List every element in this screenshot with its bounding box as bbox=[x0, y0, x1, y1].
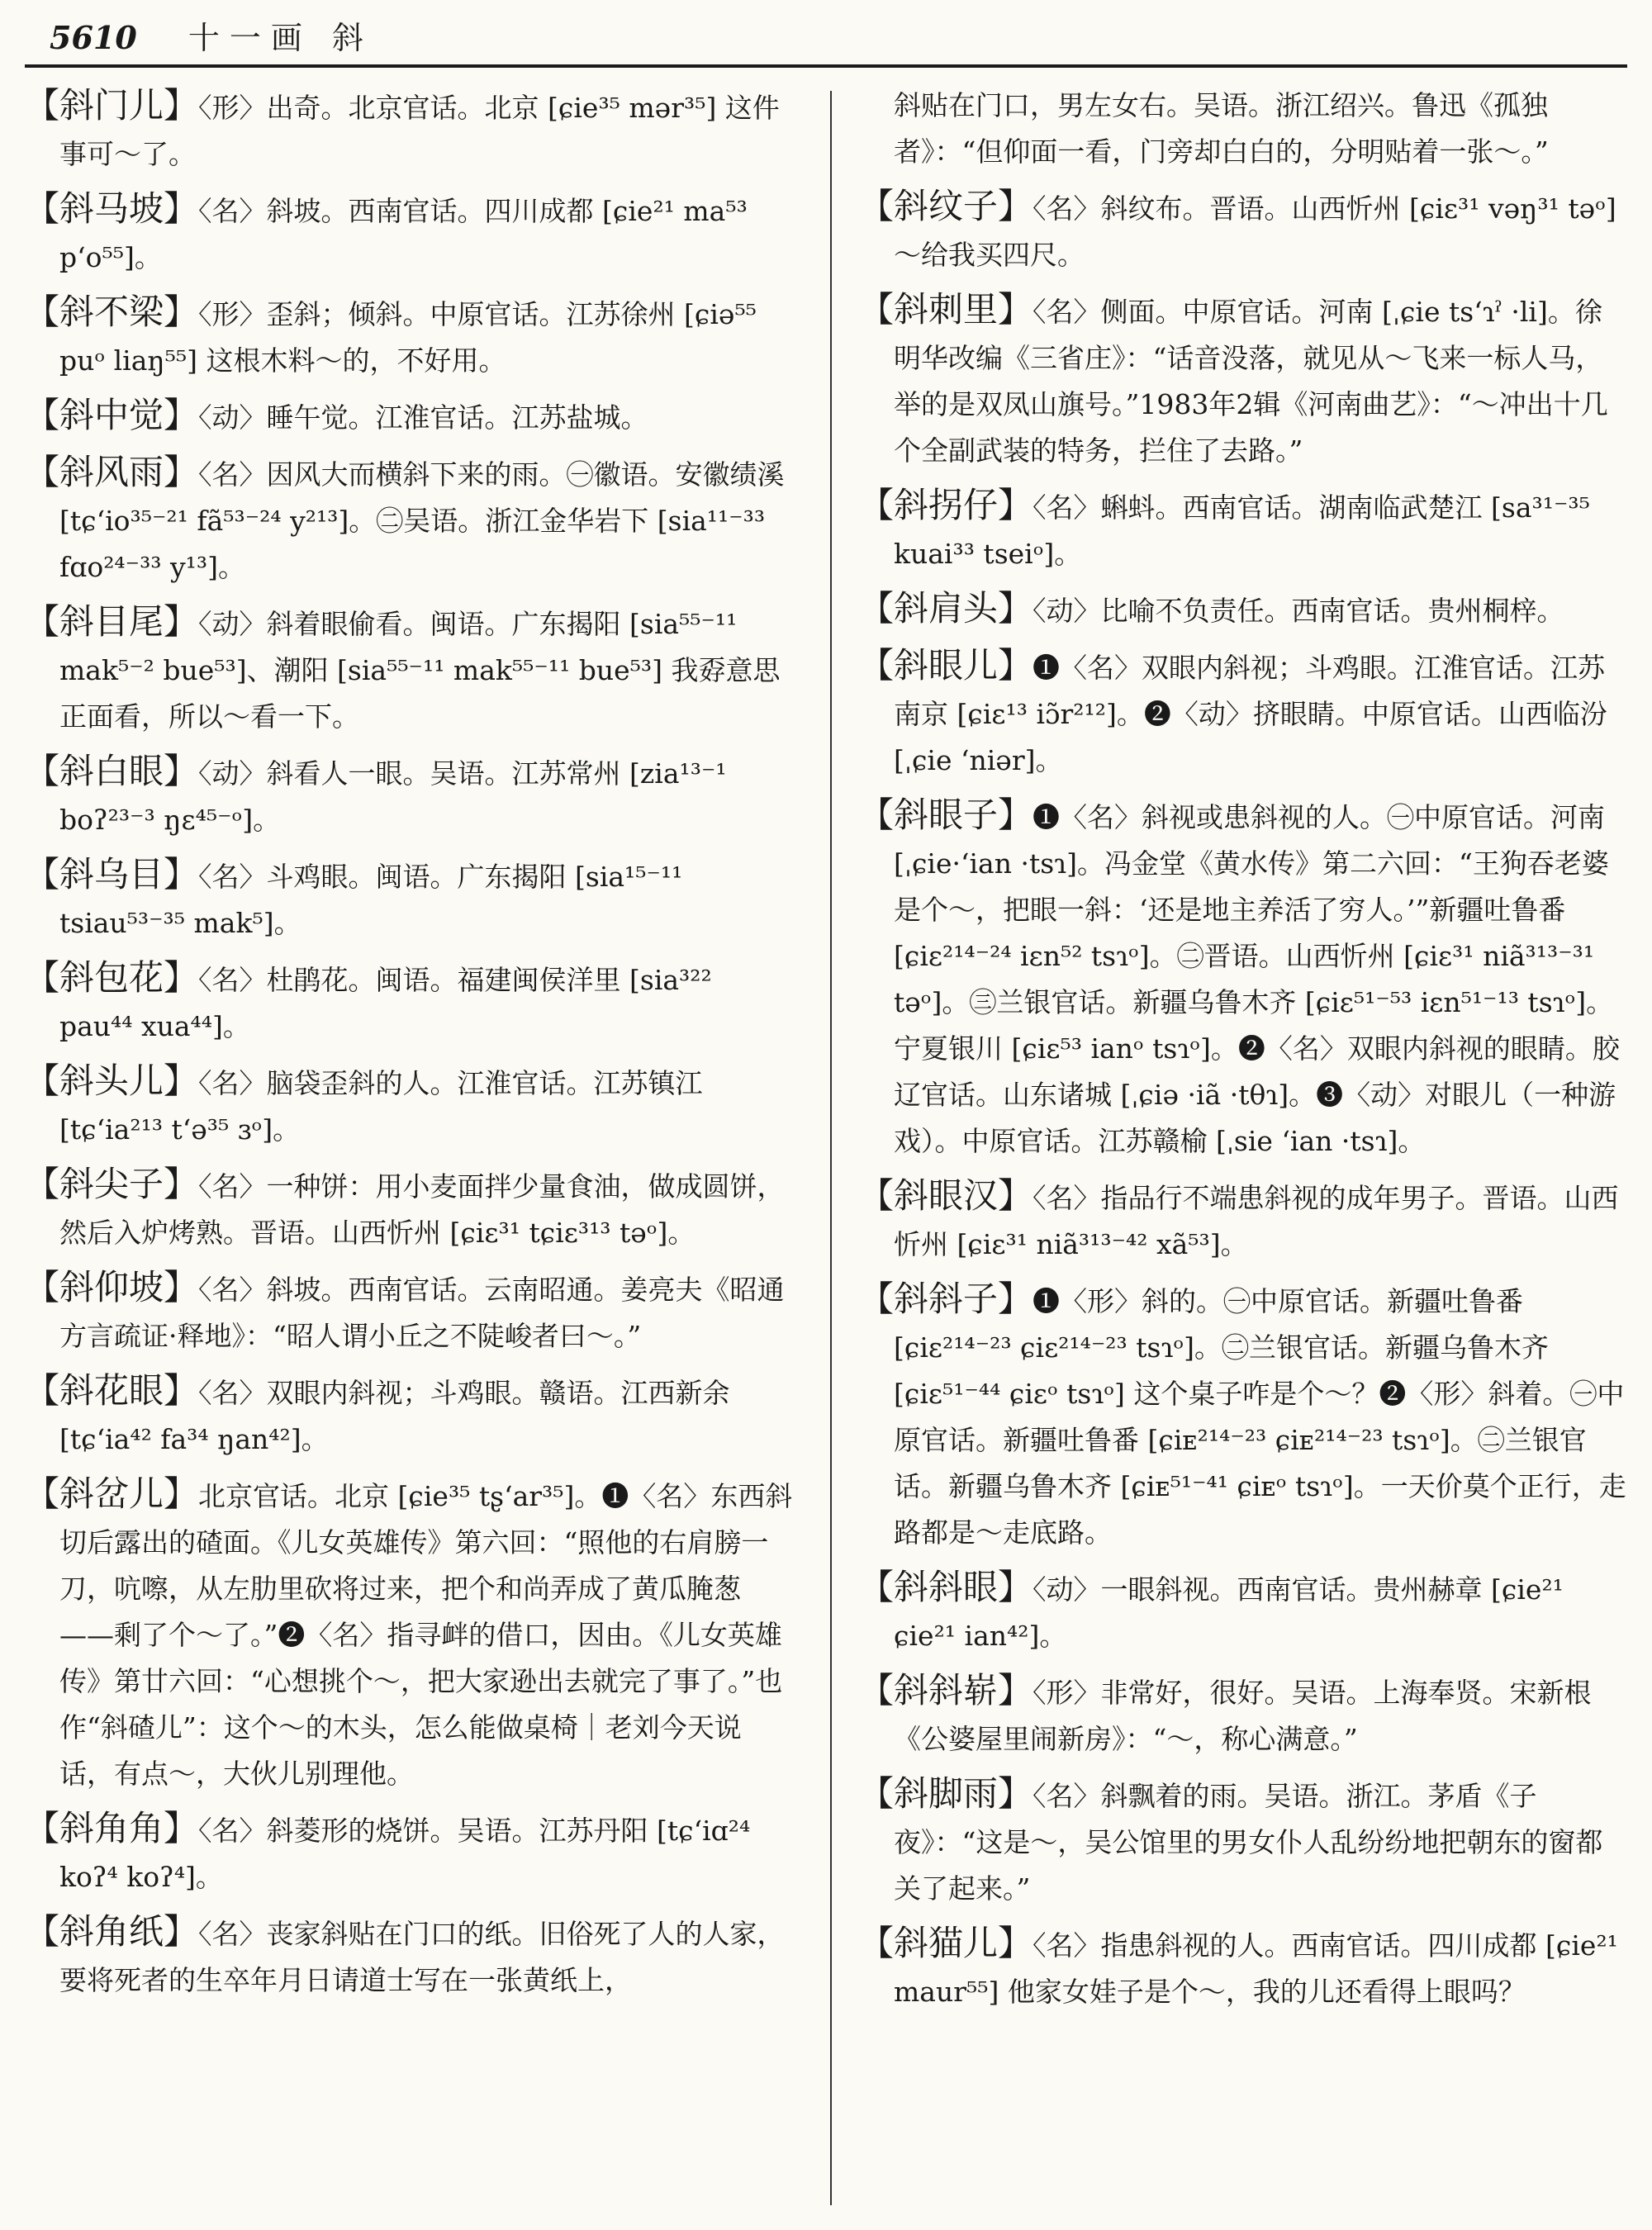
dictionary-entry bbox=[859, 1173, 1627, 1268]
dictionary-entry bbox=[25, 852, 793, 947]
dictionary-entry bbox=[859, 586, 1627, 634]
entry-definition: 〈动〉比喻不负责任。西南官话。贵州桐梓。 bbox=[1032, 595, 1564, 627]
entry-headword: 【斜门儿】 bbox=[25, 85, 199, 126]
entry-definition: 〈名〉丧家斜贴在门口的纸。旧俗死了人的人家，要将死者的生卒年月日请道士写在一张黄纸上， bbox=[59, 1918, 785, 1996]
dictionary-entry bbox=[25, 392, 793, 441]
entry-definition: 〈名〉杜鹃花。闽语。福建闽侯洋里 [sia³²² pau⁴⁴ xua⁴⁴]。 bbox=[59, 964, 712, 1042]
entry-headword: 【斜目尾】 bbox=[25, 601, 199, 642]
entry-headword: 【斜斜子】 bbox=[859, 1279, 1033, 1319]
entry-headword: 【斜花眼】 bbox=[25, 1370, 199, 1411]
dictionary-entry bbox=[25, 1264, 793, 1359]
header-rule bbox=[25, 64, 1627, 68]
dictionary-entry bbox=[25, 1368, 793, 1463]
entry-headword: 【斜尖子】 bbox=[25, 1164, 199, 1204]
entry-definition: ❶〈名〉斜视或患斜视的人。㊀中原官话。河南 [ˌɕie·ʻian ·tsɿ]。冯金堂《黄水传》第二六回：“王狗吞老婆是个～，把眼一斜：‘还是地主养活了穷人。’”新疆吐鲁番 [ɕiɛ²¹⁴⁻²⁴ iɛn⁵² tsɿᵒ]。㊁晋语。山西忻州 [ɕiɛ³¹ niã³¹³⁻³¹ təᵒ]。㊂兰银官话。新疆乌鲁木齐 [ɕiɛ⁵¹⁻⁵³ iɛn⁵¹⁻¹³ tsɿᵒ]。宁夏银川 [ɕiɛ⁵³ ianᵒ tsɿᵒ]。❷〈名〉双眼内斜视的眼睛。胶辽官话。山东诸城 [ˌɕiə ·iã ·tθɿ]。❸〈动〉对眼儿（一种游戏）。中原官话。江苏赣榆 [ˌsie ʻian ·tsɿ]。 bbox=[894, 801, 1620, 1157]
entry-definition: 〈名〉斜坡。西南官话。四川成都 [ɕie²¹ ma⁵³ pʻo⁵⁵]。 bbox=[59, 195, 748, 273]
dictionary-entry bbox=[25, 449, 793, 591]
entry-headword: 【斜斜崭】 bbox=[859, 1670, 1033, 1710]
page-header bbox=[50, 18, 1602, 58]
dictionary-entry bbox=[25, 83, 793, 178]
entry-headword: 【斜猫儿】 bbox=[859, 1923, 1033, 1963]
dictionary-entry bbox=[859, 287, 1627, 474]
dictionary-entry bbox=[25, 186, 793, 281]
page-number: 5610 bbox=[50, 19, 137, 56]
dictionary-entry bbox=[859, 1668, 1627, 1763]
entry-definition: 〈形〉歪斜；倾斜。中原官话。江苏徐州 [ɕiə⁵⁵ puᵒ liaŋ⁵⁵] 这根木料～的，不好用。 bbox=[59, 298, 757, 377]
dictionary-entry bbox=[859, 1564, 1627, 1659]
dictionary-entry bbox=[25, 955, 793, 1050]
entry-headword: 【斜中觉】 bbox=[25, 395, 199, 435]
entry-headword: 【斜脚雨】 bbox=[859, 1773, 1033, 1814]
entry-definition: 〈名〉脑袋歪斜的人。江淮官话。江苏镇江 [tɕʻia²¹³ tʻə³⁵ ɜᵒ]。 bbox=[59, 1067, 703, 1146]
dictionary-entry bbox=[859, 1771, 1627, 1912]
entry-definition: 〈形〉出奇。北京官话。北京 [ɕie³⁵ mər³⁵] 这件事可～了。 bbox=[59, 92, 780, 170]
entry-headword: 【斜拐仔】 bbox=[859, 485, 1033, 525]
dictionary-entry bbox=[859, 482, 1627, 577]
entry-definition: 〈动〉一眼斜视。西南官话。贵州赫章 [ɕie²¹ ɕie²¹ ian⁴²]。 bbox=[894, 1573, 1564, 1652]
dictionary-entry bbox=[859, 1920, 1627, 2015]
entry-headword: 【斜头儿】 bbox=[25, 1060, 199, 1101]
entry-continuation: 斜贴在门口，男左女右。吴语。浙江绍兴。鲁迅《孤独者》：“但仰面一看，门旁却白白的，分明贴着一张～。” bbox=[894, 89, 1549, 168]
dictionary-entry bbox=[25, 289, 793, 384]
entry-headword: 【斜眼汉】 bbox=[859, 1175, 1033, 1216]
dictionary-entry bbox=[859, 1276, 1627, 1556]
entry-definition: 〈名〉侧面。中原官话。河南 [ˌɕie tsʻɿˀ ·li]。徐明华改编《三省庄》：“话音没落，就见从～飞来一标人马，举的是双凤山旗号。”1983年2辑《河南曲艺》：“～冲出十几个全副武装的特务，拦住了去路。” bbox=[894, 296, 1608, 467]
right-column bbox=[859, 83, 1627, 2213]
entry-definition: 〈名〉斜坡。西南官话。云南昭通。姜亮夫《昭通方言疏证·释地》：“昭人谓小丘之不陡峻者曰～。” bbox=[59, 1274, 785, 1352]
entry-headword: 【斜眼儿】 bbox=[859, 645, 1033, 686]
entry-definition: 〈动〉斜着眼偷看。闽语。广东揭阳 [sia⁵⁵⁻¹¹ mak⁵⁻² bue⁵³]、潮阳 [sia⁵⁵⁻¹¹ mak⁵⁵⁻¹¹ bue⁵³] 我孬意思正面看，所以～看一下。 bbox=[59, 608, 781, 733]
entry-definition: 北京官话。北京 [ɕie³⁵ tʂʻar³⁵]。❶〈名〉东西斜切后露出的碴面。《儿女英雄传》第六回：“照他的右肩膀一刀，吭嚓，从左肋里砍将过来，把个和尚弄成了黄瓜腌葱——剩了个～了。”❷〈名〉指寻衅的借口，因由。《儿女英雄传》第廿六回：“心想挑个～，把大家逊出去就完了事了。”也作“斜碴儿”：这个～的木头，怎么能做桌椅｜老刘今天说话，有点～，大伙儿别理他。 bbox=[59, 1480, 793, 1790]
dictionary-entry bbox=[25, 1805, 793, 1900]
entry-definition: 〈动〉斜看人一眼。吴语。江苏常州 [zia¹³⁻¹ boʔ²³⁻³ ŋɛ⁴⁵⁻ᵒ]。 bbox=[59, 757, 727, 836]
entry-headword: 【斜包花】 bbox=[25, 957, 199, 998]
entry-definition: 〈名〉双眼内斜视；斗鸡眼。赣语。江西新余 [tɕʻia⁴² fa³⁴ ŋan⁴²]。 bbox=[59, 1377, 730, 1455]
entry-headword: 【斜肩头】 bbox=[859, 588, 1033, 629]
entry-headword: 【斜乌目】 bbox=[25, 854, 199, 894]
entry-definition: 〈名〉一种饼：用小麦面拌少量食油，做成圆饼，然后入炉烤熟。晋语。山西忻州 [ɕiɛ³¹ tɕiɛ³¹³ təᵒ]。 bbox=[59, 1170, 785, 1249]
dictionary-entry bbox=[25, 1161, 793, 1256]
entry-definition: 〈形〉非常好，很好。吴语。上海奉贤。宋新根《公婆屋里闹新房》：“～，称心满意。” bbox=[894, 1677, 1592, 1755]
entry-definition: 〈名〉指品行不端患斜视的成年男子。晋语。山西忻州 [ɕiɛ³¹ niã³¹³⁻⁴² xã⁵³]。 bbox=[894, 1182, 1619, 1260]
entry-definition: ❶〈形〉斜的。㊀中原官话。新疆吐鲁番 [ɕiɛ²¹⁴⁻²³ ɕiɛ²¹⁴⁻²³ tsɿᵒ]。㊁兰银官话。新疆乌鲁木齐 [ɕiɛ⁵¹⁻⁴⁴ ɕiɛᵒ tsɿᵒ] 这个桌子咋是个～？❷〈形〉斜着。㊀中原官话。新疆吐鲁番 [ɕiᴇ²¹⁴⁻²³ ɕiᴇ²¹⁴⁻²³ tsɿᵒ]。㊁兰银官话。新疆乌鲁木齐 [ɕiᴇ⁵¹⁻⁴¹ ɕiᴇᵒ tsɿᵒ]。一天价莫个正行，走路都是～走底路。 bbox=[894, 1285, 1626, 1549]
entry-definition: 〈名〉蝌蚪。西南官话。湖南临武楚江 [sa³¹⁻³⁵ kuai³³ tseiᵒ]。 bbox=[894, 491, 1590, 570]
left-column bbox=[25, 83, 793, 2213]
entry-definition: 〈名〉指患斜视的人。西南官话。四川成都 [ɕie²¹ maur⁵⁵] 他家女娃子是个～，我的儿还看得上眼吗？ bbox=[894, 1929, 1618, 2008]
entry-headword: 【斜风雨】 bbox=[25, 452, 199, 492]
entry-definition: 〈名〉斗鸡眼。闽语。广东揭阳 [sia¹⁵⁻¹¹ tsiau⁵³⁻³⁵ mak⁵]。 bbox=[59, 861, 683, 939]
entry-headword: 【斜角纸】 bbox=[25, 1911, 199, 1952]
entry-definition: 〈名〉斜纹布。晋语。山西忻州 [ɕiɛ³¹ vəŋ³¹ təᵒ] ～给我买四尺。 bbox=[894, 192, 1616, 271]
entry-definition: ❶〈名〉双眼内斜视；斗鸡眼。江淮官话。江苏南京 [ɕiɛ¹³ iɔ̃r²¹²]。❷〈动〉挤眼睛。中原官话。山西临汾 [ˌɕie ʻniər]。 bbox=[894, 652, 1607, 776]
entry-headword: 【斜纹子】 bbox=[859, 186, 1033, 226]
dictionary-entry bbox=[25, 599, 793, 740]
entry-headword: 【斜眼子】 bbox=[859, 795, 1033, 835]
dictionary-entry bbox=[859, 183, 1627, 278]
entry-headword: 【斜角角】 bbox=[25, 1808, 199, 1848]
dictionary-entry bbox=[859, 643, 1627, 784]
entry-definition: 〈名〉斜飘着的雨。吴语。浙江。茅盾《子夜》：“这是～，吴公馆里的男女仆人乱纷纷地把朝东的窗都关了起来。” bbox=[894, 1780, 1603, 1905]
entry-headword: 【斜斜眼】 bbox=[859, 1567, 1033, 1607]
entry-headword: 【斜刺里】 bbox=[859, 289, 1033, 330]
entry-headword: 【斜岔儿】 bbox=[25, 1473, 199, 1514]
entry-definition: 〈名〉因风大而横斜下来的雨。㊀徽语。安徽绩溪 [tɕʻio³⁵⁻²¹ fã⁵³⁻²⁴ y²¹³]。㊁吴语。浙江金华岩下 [sia¹¹⁻³³ fɑo²⁴⁻³³ y¹³]。 bbox=[59, 458, 785, 583]
entry-definition: 〈动〉睡午觉。江淮官话。江苏盐城。 bbox=[198, 401, 648, 434]
dictionary-entry bbox=[25, 1471, 793, 1797]
entry-headword: 【斜白眼】 bbox=[25, 751, 199, 791]
dictionary-entry bbox=[25, 1058, 793, 1153]
dictionary-entry bbox=[25, 748, 793, 843]
entry-headword: 【斜不梁】 bbox=[25, 292, 199, 332]
column-divider bbox=[830, 91, 832, 2205]
entry-definition: 〈名〉斜菱形的烧饼。吴语。江苏丹阳 [tɕʻiɑ²⁴ koʔ⁴ koʔ⁴]。 bbox=[59, 1815, 751, 1893]
entry-headword: 【斜仰坡】 bbox=[25, 1267, 199, 1307]
dictionary-entry bbox=[859, 792, 1627, 1165]
dictionary-entry bbox=[25, 1909, 793, 2004]
entry-headword: 【斜马坡】 bbox=[25, 188, 199, 229]
section-title: 十一画 斜 bbox=[188, 20, 373, 56]
